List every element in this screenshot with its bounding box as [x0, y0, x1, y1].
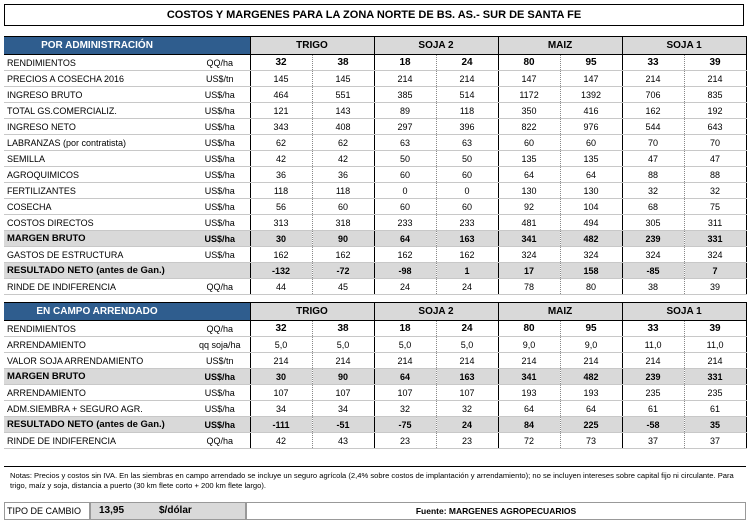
- row-unit: US$/tn: [190, 353, 250, 369]
- table-row: [4, 321, 746, 337]
- row-value: 162: [312, 247, 374, 263]
- row-value: 239: [622, 369, 684, 385]
- table-row: [4, 279, 746, 295]
- row-value: 341: [498, 231, 560, 247]
- row-unit: US$/ha: [190, 167, 250, 183]
- row-value: 42: [250, 433, 312, 449]
- row-label: ADM.SIEMBRA + SEGURO AGR.: [4, 401, 190, 417]
- table-row: [4, 103, 746, 119]
- row-unit: US$/ha: [190, 369, 250, 385]
- table-row: [4, 87, 746, 103]
- section-header: POR ADMINISTRACIÓN: [4, 37, 190, 55]
- row-value: 464: [250, 87, 312, 103]
- row-value: 214: [622, 71, 684, 87]
- row-value: 37: [684, 433, 746, 449]
- row-value: 7: [684, 263, 746, 279]
- row-value: 1172: [498, 87, 560, 103]
- row-unit: US$/ha: [190, 119, 250, 135]
- row-value: 84: [498, 417, 560, 433]
- row-value: 233: [374, 215, 436, 231]
- row-value: 313: [250, 215, 312, 231]
- table-row: [4, 183, 746, 199]
- crop-header: TRIGO: [250, 303, 374, 321]
- row-label: AGROQUIMICOS: [4, 167, 190, 183]
- row-value: 118: [312, 183, 374, 199]
- row-value: 34: [312, 401, 374, 417]
- row-label: ARRENDAMIENTO: [4, 385, 190, 401]
- row-value: 73: [560, 433, 622, 449]
- row-value: 324: [560, 247, 622, 263]
- row-value: 64: [560, 401, 622, 417]
- crop-header: MAIZ: [498, 303, 622, 321]
- row-unit: US$/ha: [190, 199, 250, 215]
- row-value: 118: [436, 103, 498, 119]
- row-value: 50: [374, 151, 436, 167]
- table-row: [4, 385, 746, 401]
- row-unit: [190, 263, 250, 279]
- row-value: 60: [374, 167, 436, 183]
- table-row: [4, 247, 746, 263]
- row-value: 214: [374, 71, 436, 87]
- row-value: 235: [622, 385, 684, 401]
- row-value: 233: [436, 215, 498, 231]
- row-value: 70: [684, 135, 746, 151]
- row-value: 214: [374, 353, 436, 369]
- row-value: 39: [684, 279, 746, 295]
- table-row: [4, 215, 746, 231]
- row-value: 68: [622, 199, 684, 215]
- row-value: 32: [374, 401, 436, 417]
- row-value: 104: [560, 199, 622, 215]
- row-value: 38: [312, 55, 374, 71]
- row-value: 64: [374, 231, 436, 247]
- table-row: [4, 353, 746, 369]
- row-unit: US$/ha: [190, 417, 250, 433]
- row-value: 39: [684, 321, 746, 337]
- row-value: 88: [684, 167, 746, 183]
- row-value: -132: [250, 263, 312, 279]
- row-value: 118: [250, 183, 312, 199]
- row-value: 1392: [560, 87, 622, 103]
- row-value: 60: [436, 167, 498, 183]
- row-unit: US$/ha: [190, 215, 250, 231]
- row-label: RENDIMIENTOS: [4, 55, 190, 71]
- row-value: 88: [622, 167, 684, 183]
- row-value: 350: [498, 103, 560, 119]
- row-value: -72: [312, 263, 374, 279]
- page-title: COSTOS Y MARGENES PARA LA ZONA NORTE DE BS. AS.- SUR DE SANTA FE: [4, 4, 744, 26]
- table-row: [4, 199, 746, 215]
- exchange-rate-label: TIPO DE CAMBIO: [4, 502, 90, 520]
- row-label: SEMILLA: [4, 151, 190, 167]
- row-label: LABRANZAS (por contratista): [4, 135, 190, 151]
- row-value: 214: [250, 353, 312, 369]
- row-value: 297: [374, 119, 436, 135]
- row-value: 163: [436, 369, 498, 385]
- row-value: 90: [312, 369, 374, 385]
- row-value: 0: [436, 183, 498, 199]
- row-label: COSECHA: [4, 199, 190, 215]
- row-value: 107: [250, 385, 312, 401]
- row-value: 481: [498, 215, 560, 231]
- table-row: [4, 231, 746, 247]
- crop-header: SOJA 1: [622, 303, 746, 321]
- row-label: RINDE DE INDIFERENCIA: [4, 433, 190, 449]
- row-value: 235: [684, 385, 746, 401]
- row-value: 706: [622, 87, 684, 103]
- row-value: 324: [622, 247, 684, 263]
- section-header-row: [4, 37, 746, 55]
- row-value: 343: [250, 119, 312, 135]
- row-value: 324: [684, 247, 746, 263]
- row-value: 494: [560, 215, 622, 231]
- row-value: 42: [250, 151, 312, 167]
- row-unit: US$/ha: [190, 231, 250, 247]
- row-unit: US$/ha: [190, 385, 250, 401]
- row-value: 107: [374, 385, 436, 401]
- row-value: 64: [374, 369, 436, 385]
- row-unit: QQ/ha: [190, 433, 250, 449]
- row-value: 90: [312, 231, 374, 247]
- row-value: 135: [498, 151, 560, 167]
- row-value: 32: [250, 321, 312, 337]
- row-value: 60: [498, 135, 560, 151]
- row-value: 143: [312, 103, 374, 119]
- row-value: 64: [560, 167, 622, 183]
- row-value: 225: [560, 417, 622, 433]
- section-header: EN CAMPO ARRENDADO: [4, 303, 190, 321]
- row-value: 214: [436, 353, 498, 369]
- row-value: 24: [374, 279, 436, 295]
- row-value: 60: [560, 135, 622, 151]
- table-row: [4, 135, 746, 151]
- row-value: 5,0: [250, 337, 312, 353]
- row-label: INGRESO NETO: [4, 119, 190, 135]
- rented-table: [4, 302, 747, 449]
- row-value: 192: [684, 103, 746, 119]
- row-value: 64: [498, 167, 560, 183]
- row-value: 214: [498, 353, 560, 369]
- section-header-row: [4, 303, 746, 321]
- row-value: 130: [498, 183, 560, 199]
- notes: Notas: Precios y costos sin IVA. En las siembras en campo arrendado se incluye un seguro agrícola (2,4% sobre costos de implantación y arrendamiento); no se incluyen intereses sobre capital fijo ni circulante. Para trigo, maíz y soja, distancia a puerto (30 km flete corto + 200 km flete largo).: [4, 466, 746, 498]
- row-value: 11,0: [622, 337, 684, 353]
- row-value: 24: [436, 55, 498, 71]
- row-value: 30: [250, 369, 312, 385]
- row-value: 0: [374, 183, 436, 199]
- row-value: 482: [560, 231, 622, 247]
- row-value: -85: [622, 263, 684, 279]
- row-unit: US$/ha: [190, 401, 250, 417]
- row-value: 305: [622, 215, 684, 231]
- row-value: 1: [436, 263, 498, 279]
- row-value: 18: [374, 321, 436, 337]
- row-label: RINDE DE INDIFERENCIA: [4, 279, 190, 295]
- row-value: 193: [498, 385, 560, 401]
- row-label: RENDIMIENTOS: [4, 321, 190, 337]
- row-value: 514: [436, 87, 498, 103]
- table-row: [4, 417, 746, 433]
- row-value: 32: [250, 55, 312, 71]
- row-value: -58: [622, 417, 684, 433]
- row-value: 135: [560, 151, 622, 167]
- row-value: 416: [560, 103, 622, 119]
- row-value: 162: [374, 247, 436, 263]
- row-value: 976: [560, 119, 622, 135]
- row-value: 75: [684, 199, 746, 215]
- row-value: 42: [312, 151, 374, 167]
- row-value: 36: [250, 167, 312, 183]
- row-value: 835: [684, 87, 746, 103]
- row-value: 311: [684, 215, 746, 231]
- row-value: 89: [374, 103, 436, 119]
- row-value: 61: [622, 401, 684, 417]
- row-value: 47: [684, 151, 746, 167]
- row-value: 385: [374, 87, 436, 103]
- row-unit: qq soja/ha: [190, 337, 250, 353]
- row-value: 30: [250, 231, 312, 247]
- row-value: 396: [436, 119, 498, 135]
- row-unit: QQ/ha: [190, 279, 250, 295]
- row-value: 408: [312, 119, 374, 135]
- row-unit: QQ/ha: [190, 55, 250, 71]
- row-value: 24: [436, 279, 498, 295]
- row-value: 24: [436, 321, 498, 337]
- row-value: 482: [560, 369, 622, 385]
- row-value: 214: [622, 353, 684, 369]
- row-value: 214: [436, 71, 498, 87]
- row-value: 107: [436, 385, 498, 401]
- table-row: [4, 433, 746, 449]
- row-value: 45: [312, 279, 374, 295]
- row-value: 162: [436, 247, 498, 263]
- row-value: 23: [436, 433, 498, 449]
- row-label: TOTAL GS.COMERCIALIZ.: [4, 103, 190, 119]
- row-value: 36: [312, 167, 374, 183]
- row-value: 5,0: [436, 337, 498, 353]
- footer: [4, 502, 746, 520]
- exchange-rate-box: [90, 502, 246, 520]
- row-value: 9,0: [498, 337, 560, 353]
- table-row: [4, 369, 746, 385]
- row-value: 32: [622, 183, 684, 199]
- section-header-blank: [190, 303, 250, 321]
- row-value: 5,0: [374, 337, 436, 353]
- row-value: 33: [622, 55, 684, 71]
- crop-header: MAIZ: [498, 37, 622, 55]
- crop-header: TRIGO: [250, 37, 374, 55]
- row-value: 95: [560, 321, 622, 337]
- row-value: 35: [684, 417, 746, 433]
- row-value: 80: [498, 55, 560, 71]
- row-unit: US$/ha: [190, 183, 250, 199]
- row-value: 39: [684, 55, 746, 71]
- row-value: 23: [374, 433, 436, 449]
- row-value: 64: [498, 401, 560, 417]
- row-label: FERTILIZANTES: [4, 183, 190, 199]
- source: Fuente: MARGENES AGROPECUARIOS: [246, 502, 746, 520]
- row-label: MARGEN BRUTO: [4, 369, 190, 385]
- row-value: 162: [250, 247, 312, 263]
- row-value: 324: [498, 247, 560, 263]
- row-value: 43: [312, 433, 374, 449]
- row-value: 17: [498, 263, 560, 279]
- row-value: 331: [684, 369, 746, 385]
- row-value: 162: [622, 103, 684, 119]
- row-value: 56: [250, 199, 312, 215]
- crop-header: SOJA 1: [622, 37, 746, 55]
- table-row: [4, 263, 746, 279]
- row-value: 37: [622, 433, 684, 449]
- section-header-blank: [190, 37, 250, 55]
- crop-header: SOJA 2: [374, 303, 498, 321]
- row-value: 63: [374, 135, 436, 151]
- row-unit: US$/ha: [190, 151, 250, 167]
- row-unit: US$/ha: [190, 103, 250, 119]
- table-row: [4, 167, 746, 183]
- row-label: INGRESO BRUTO: [4, 87, 190, 103]
- row-value: 121: [250, 103, 312, 119]
- row-label: GASTOS DE ESTRUCTURA: [4, 247, 190, 263]
- row-label: PRECIOS A COSECHA 2016: [4, 71, 190, 87]
- row-value: 61: [684, 401, 746, 417]
- row-label: RESULTADO NETO (antes de Gan.): [4, 263, 190, 279]
- exchange-rate-unit: $/dólar: [159, 505, 192, 516]
- table-row: [4, 337, 746, 353]
- row-unit: US$/ha: [190, 87, 250, 103]
- row-label: MARGEN BRUTO: [4, 231, 190, 247]
- row-value: 5,0: [312, 337, 374, 353]
- row-value: -75: [374, 417, 436, 433]
- row-value: -98: [374, 263, 436, 279]
- row-value: 80: [560, 279, 622, 295]
- table-row: [4, 401, 746, 417]
- row-value: 145: [250, 71, 312, 87]
- row-value: 341: [498, 369, 560, 385]
- row-value: 214: [684, 71, 746, 87]
- row-value: 78: [498, 279, 560, 295]
- row-value: 47: [622, 151, 684, 167]
- exchange-rate-value: 13,95: [99, 505, 125, 516]
- row-value: 147: [560, 71, 622, 87]
- row-value: 38: [312, 321, 374, 337]
- row-unit: US$/tn: [190, 71, 250, 87]
- row-value: 18: [374, 55, 436, 71]
- row-label: VALOR SOJA ARRENDAMIENTO: [4, 353, 190, 369]
- row-value: 62: [250, 135, 312, 151]
- row-value: 60: [374, 199, 436, 215]
- row-value: 130: [560, 183, 622, 199]
- row-value: 163: [436, 231, 498, 247]
- row-value: 63: [436, 135, 498, 151]
- row-unit: US$/ha: [190, 135, 250, 151]
- row-value: 34: [250, 401, 312, 417]
- row-value: 60: [436, 199, 498, 215]
- row-value: 239: [622, 231, 684, 247]
- row-value: 9,0: [560, 337, 622, 353]
- row-value: 38: [622, 279, 684, 295]
- table-row: [4, 119, 746, 135]
- row-value: 214: [684, 353, 746, 369]
- row-value: 33: [622, 321, 684, 337]
- row-value: 11,0: [684, 337, 746, 353]
- row-value: 62: [312, 135, 374, 151]
- row-value: -111: [250, 417, 312, 433]
- row-value: 50: [436, 151, 498, 167]
- row-value: 60: [312, 199, 374, 215]
- row-value: 331: [684, 231, 746, 247]
- row-label: RESULTADO NETO (antes de Gan.): [4, 417, 190, 433]
- row-value: 80: [498, 321, 560, 337]
- table-row: [4, 71, 746, 87]
- table-row: [4, 55, 746, 71]
- row-value: 643: [684, 119, 746, 135]
- row-value: 32: [436, 401, 498, 417]
- crop-header: SOJA 2: [374, 37, 498, 55]
- row-value: 92: [498, 199, 560, 215]
- row-unit: US$/ha: [190, 247, 250, 263]
- row-value: 24: [436, 417, 498, 433]
- row-value: 44: [250, 279, 312, 295]
- row-label: ARRENDAMIENTO: [4, 337, 190, 353]
- row-value: 544: [622, 119, 684, 135]
- row-value: 822: [498, 119, 560, 135]
- row-value: 158: [560, 263, 622, 279]
- row-unit: QQ/ha: [190, 321, 250, 337]
- row-label: COSTOS DIRECTOS: [4, 215, 190, 231]
- row-value: 107: [312, 385, 374, 401]
- table-row: [4, 151, 746, 167]
- row-value: -51: [312, 417, 374, 433]
- row-value: 551: [312, 87, 374, 103]
- row-value: 145: [312, 71, 374, 87]
- row-value: 147: [498, 71, 560, 87]
- row-value: 318: [312, 215, 374, 231]
- admin-table: [4, 36, 747, 295]
- row-value: 72: [498, 433, 560, 449]
- row-value: 214: [560, 353, 622, 369]
- row-value: 95: [560, 55, 622, 71]
- row-value: 32: [684, 183, 746, 199]
- row-value: 214: [312, 353, 374, 369]
- row-value: 193: [560, 385, 622, 401]
- row-value: 70: [622, 135, 684, 151]
